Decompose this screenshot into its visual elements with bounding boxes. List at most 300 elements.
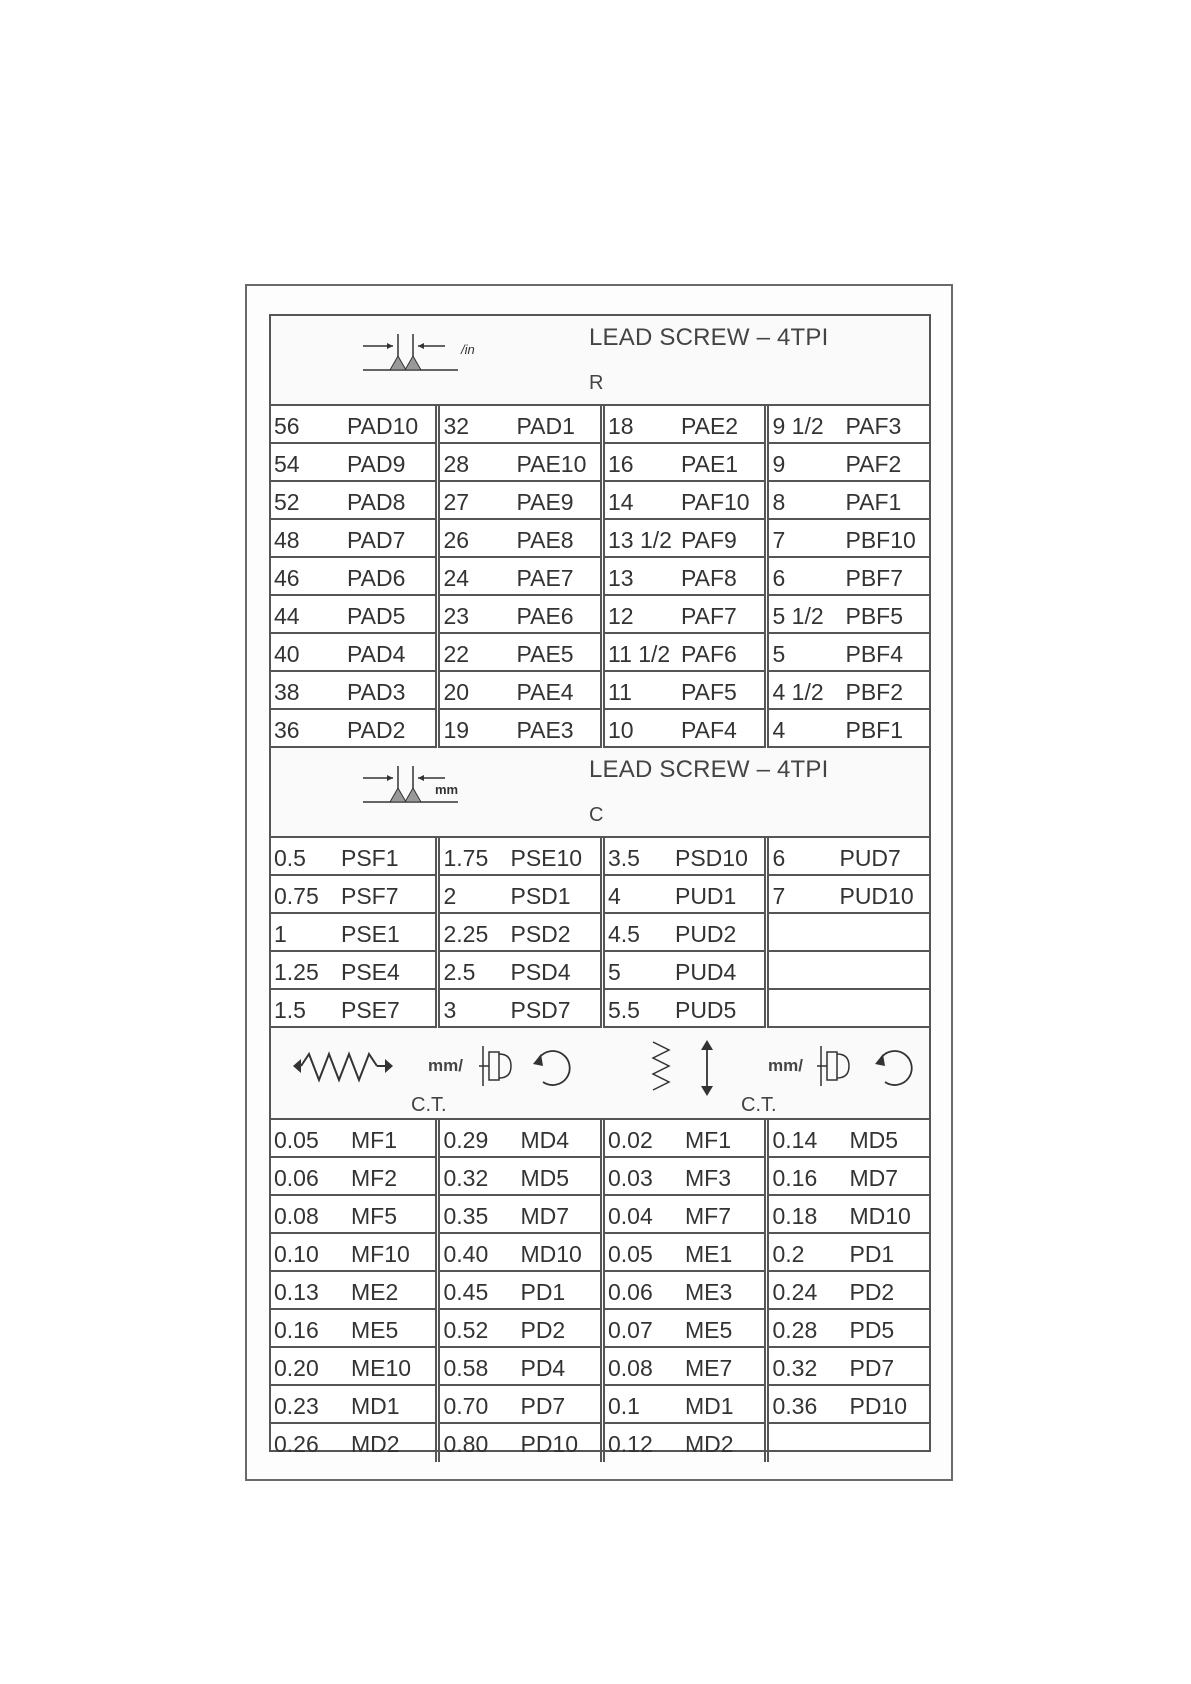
section-r-col-3 (600, 406, 765, 748)
table-cell (271, 876, 435, 914)
cell-code: PUD2 (674, 921, 737, 947)
section-feed-grid (271, 1120, 929, 1462)
table-cell (271, 520, 435, 558)
section-r-col-4 (764, 406, 929, 748)
table-cell (271, 1272, 435, 1310)
cell-code: PAF3 (845, 413, 902, 439)
table-cell (605, 634, 765, 672)
cell-value: 0.24 (772, 1279, 818, 1305)
table-cell (605, 1196, 765, 1234)
cell-code: PAD7 (347, 527, 406, 553)
cell-value: 0.16 (772, 1165, 818, 1191)
table-cell (605, 444, 765, 482)
table-cell (271, 596, 435, 634)
cell-code: PAD1 (516, 413, 575, 439)
cell-value: 27 (443, 489, 470, 515)
cell-value: 1 (274, 921, 287, 947)
table-cell (271, 1310, 435, 1348)
cell-value: 3 (443, 997, 457, 1023)
cell-code: PSD2 (510, 921, 571, 947)
cell-code: PSE10 (510, 845, 583, 871)
table-cell (440, 482, 600, 520)
section-r-col-2 (435, 406, 600, 748)
cell-code: PAF4 (680, 717, 737, 743)
table-cell (605, 710, 765, 748)
cell-code: MD7 (849, 1165, 899, 1191)
cell-value: 1.25 (274, 959, 319, 985)
table-cell (769, 1234, 929, 1272)
cell-value: 0.08 (607, 1355, 653, 1381)
rotation-icon (529, 1044, 575, 1090)
cell-value: 0.80 (443, 1431, 489, 1457)
cell-code: MF1 (684, 1127, 731, 1153)
table-cell (605, 990, 765, 1028)
cell-value: 1.5 (274, 997, 306, 1023)
cell-value: 0.12 (607, 1431, 653, 1457)
cell-code: ME2 (351, 1279, 399, 1305)
cell-code: PD10 (849, 1393, 908, 1419)
cell-code: MD5 (520, 1165, 570, 1191)
table-cell (605, 1234, 765, 1272)
section-c-col-2 (435, 838, 600, 1028)
cell-code: PSD10 (674, 845, 748, 871)
cell-code: MD1 (351, 1393, 400, 1419)
cell-value: 0.36 (772, 1393, 818, 1419)
table-cell (605, 914, 765, 952)
cell-code: PAF7 (680, 603, 737, 629)
cell-value: 32 (443, 413, 470, 439)
cell-code: PBF2 (845, 679, 904, 705)
cell-code: MD2 (684, 1431, 734, 1457)
cell-value: 0.23 (274, 1393, 319, 1419)
table-cell (769, 1120, 929, 1158)
cell-value: 24 (443, 565, 470, 591)
cell-value: 3.5 (607, 845, 640, 871)
cell-code: PUD10 (839, 883, 914, 909)
cell-code: PBF5 (845, 603, 904, 629)
cell-code: PSF1 (341, 845, 399, 871)
table-cell (605, 952, 765, 990)
cell-value: 0.29 (443, 1127, 489, 1153)
cell-value: 0.05 (607, 1241, 653, 1267)
cell-code: PSD7 (510, 997, 571, 1023)
table-cell (769, 838, 929, 876)
table-cell (769, 1424, 929, 1462)
table-cell (605, 1386, 765, 1424)
table-cell (440, 1234, 600, 1272)
left-feed-unit: mm/ (428, 1056, 463, 1075)
section-r-header (271, 316, 929, 406)
cell-code: PD1 (520, 1279, 566, 1305)
table-cell (440, 876, 600, 914)
cell-value: 4.5 (607, 921, 640, 947)
table-cell (271, 1348, 435, 1386)
cell-code: PD5 (849, 1317, 895, 1343)
right-ct-label: C.T. (741, 1094, 777, 1116)
cell-code: MF1 (351, 1127, 397, 1153)
cell-code: PAE8 (516, 527, 574, 553)
table-cell (440, 444, 600, 482)
cell-code: ME3 (684, 1279, 733, 1305)
cell-value: 0.58 (443, 1355, 489, 1381)
cell-code: PAD10 (347, 413, 419, 439)
table-cell (271, 406, 435, 444)
cell-code: MF5 (351, 1203, 397, 1229)
table-cell (769, 876, 929, 914)
cell-code: PUD7 (839, 845, 901, 871)
cell-value: 0.2 (772, 1241, 805, 1267)
table-cell (769, 406, 929, 444)
cell-code: MF10 (351, 1241, 410, 1267)
table-cell (440, 406, 600, 444)
table-cell (605, 1158, 765, 1196)
table-cell (769, 672, 929, 710)
cell-code: PAE5 (516, 641, 574, 667)
table-cell (440, 914, 600, 952)
cell-code: PAF1 (845, 489, 902, 515)
section-c-title: LEAD SCREW – 4TPI (589, 756, 829, 783)
cell-code: ME5 (351, 1317, 399, 1343)
cell-code: PD7 (849, 1355, 895, 1381)
table-cell (271, 634, 435, 672)
table-cell (605, 1272, 765, 1310)
cell-value: 4 (607, 883, 621, 909)
section-feed-header (271, 1028, 929, 1120)
rotation-icon (871, 1044, 917, 1090)
cell-value: 0.03 (607, 1165, 653, 1191)
cell-value: 5 (772, 641, 786, 667)
left-ct-label: C.T. (411, 1094, 447, 1116)
table-cell (605, 596, 765, 634)
table-cell (440, 1272, 600, 1310)
cell-value: 5.5 (607, 997, 640, 1023)
table-cell (605, 558, 765, 596)
cell-value: 0.1 (607, 1393, 640, 1419)
cell-code: MD5 (849, 1127, 899, 1153)
cell-value: 1.75 (443, 845, 489, 871)
cell-value: 52 (274, 489, 300, 515)
cell-value: 0.07 (607, 1317, 653, 1343)
cell-code: PAD9 (347, 451, 406, 477)
table-cell (271, 1158, 435, 1196)
table-cell (605, 876, 765, 914)
right-feed-unit: mm/ (768, 1056, 803, 1075)
table-cell (605, 520, 765, 558)
cell-value: 0.32 (772, 1355, 818, 1381)
cell-code: PD1 (849, 1241, 895, 1267)
cell-code: PAF10 (680, 489, 750, 515)
tool-holder-icon (479, 1044, 519, 1088)
cell-value: 28 (443, 451, 470, 477)
cell-code: PUD5 (674, 997, 737, 1023)
cell-value: 10 (607, 717, 634, 743)
cell-value: 20 (443, 679, 470, 705)
cell-value: 0.52 (443, 1317, 489, 1343)
thread-pitch-mm-icon (363, 758, 483, 818)
cell-value: 36 (274, 717, 300, 743)
cell-code: MF3 (684, 1165, 731, 1191)
table-cell (271, 482, 435, 520)
table-cell (440, 520, 600, 558)
cell-code: MF2 (351, 1165, 397, 1191)
cell-code: PAD5 (347, 603, 406, 629)
table-cell (271, 1424, 435, 1462)
cell-value: 9 1/2 (772, 413, 824, 439)
cell-value: 0.16 (274, 1317, 319, 1343)
table-cell (440, 1310, 600, 1348)
table-cell (271, 1196, 435, 1234)
table-cell (440, 1120, 600, 1158)
cell-value: 4 (772, 717, 786, 743)
cell-value: 11 1/2 (607, 641, 671, 667)
cell-code: MD7 (520, 1203, 570, 1229)
table-cell (440, 596, 600, 634)
table-cell (440, 1386, 600, 1424)
table-cell (440, 990, 600, 1028)
cell-code: MD10 (849, 1203, 911, 1229)
cell-code: PAE3 (516, 717, 574, 743)
cell-value: 13 1/2 (607, 527, 672, 553)
cell-value: 0.14 (772, 1127, 818, 1153)
cell-value: 19 (443, 717, 470, 743)
section-r-col-1 (271, 406, 435, 748)
cell-value: 0.70 (443, 1393, 489, 1419)
cell-value: 0.06 (607, 1279, 653, 1305)
table-cell (605, 1424, 765, 1462)
section-c-col-1 (271, 838, 435, 1028)
cell-code: ME5 (684, 1317, 733, 1343)
cell-value: 54 (274, 451, 300, 477)
table-cell (605, 406, 765, 444)
cell-code: PAF2 (845, 451, 902, 477)
cell-value: 18 (607, 413, 634, 439)
cell-code: PSD1 (510, 883, 571, 909)
section-r-title: LEAD SCREW – 4TPI (589, 324, 829, 351)
table-cell (440, 1196, 600, 1234)
cell-value: 0.05 (274, 1127, 319, 1153)
table-cell (769, 520, 929, 558)
cell-code: PAD2 (347, 717, 406, 743)
cell-code: ME7 (684, 1355, 733, 1381)
cell-code: PUD1 (674, 883, 737, 909)
table-cell (440, 838, 600, 876)
cross-feed-icon (651, 1040, 731, 1096)
cell-value: 0.32 (443, 1165, 489, 1191)
cell-code: MF7 (684, 1203, 731, 1229)
cell-value: 16 (607, 451, 634, 477)
table-cell (769, 1348, 929, 1386)
cell-code: ME1 (684, 1241, 733, 1267)
table-cell (769, 1158, 929, 1196)
table-cell (440, 710, 600, 748)
table-cell (271, 444, 435, 482)
table-cell (271, 952, 435, 990)
cell-value: 0.10 (274, 1241, 319, 1267)
section-r-label: R (589, 372, 604, 394)
table-cell (271, 1120, 435, 1158)
cell-value: 0.45 (443, 1279, 489, 1305)
cell-code: PD2 (520, 1317, 566, 1343)
cell-value: 12 (607, 603, 634, 629)
cell-value: 0.35 (443, 1203, 489, 1229)
cell-value: 5 (607, 959, 621, 985)
table-cell (440, 558, 600, 596)
cell-value: 9 (772, 451, 786, 477)
table-cell (769, 1196, 929, 1234)
cell-value: 48 (274, 527, 300, 553)
table-cell (271, 990, 435, 1028)
table-cell (769, 1272, 929, 1310)
cell-value: 22 (443, 641, 470, 667)
cell-code: PSE7 (341, 997, 400, 1023)
table-cell (769, 558, 929, 596)
table-cell (769, 482, 929, 520)
cell-value: 0.18 (772, 1203, 818, 1229)
cell-code: MD10 (520, 1241, 582, 1267)
section-r-grid (271, 406, 929, 748)
svg-text:mm: mm (435, 782, 459, 797)
thread-pitch-inch-icon (363, 326, 483, 386)
table-cell (769, 990, 929, 1028)
cell-value: 0.40 (443, 1241, 489, 1267)
table-cell (440, 1348, 600, 1386)
section-c-col-3 (600, 838, 765, 1028)
cell-code: PD4 (520, 1355, 566, 1381)
cell-value: 44 (274, 603, 300, 629)
table-cell (271, 1234, 435, 1272)
cell-value: 6 (772, 845, 786, 871)
cell-code: PSD4 (510, 959, 571, 985)
cell-value: 7 (772, 883, 786, 909)
cell-value: 7 (772, 527, 786, 553)
cell-value: 0.02 (607, 1127, 653, 1153)
cell-code: PUD4 (674, 959, 737, 985)
cell-code: PD10 (520, 1431, 579, 1457)
cell-code: PAD8 (347, 489, 406, 515)
cell-value: 0.20 (274, 1355, 319, 1381)
table-cell (769, 634, 929, 672)
longitudinal-feed-icon (293, 1046, 393, 1086)
table-cell (769, 914, 929, 952)
cell-code: MD4 (520, 1127, 570, 1153)
table-cell (271, 672, 435, 710)
table-cell (271, 1386, 435, 1424)
section-c-label: C (589, 804, 604, 826)
cell-code: MD1 (684, 1393, 734, 1419)
cell-value: 2 (443, 883, 457, 909)
cell-value: 38 (274, 679, 300, 705)
feed-thread-table (269, 314, 931, 1457)
cell-value: 14 (607, 489, 634, 515)
table-cell (605, 672, 765, 710)
table-cell (605, 482, 765, 520)
table-cell (769, 596, 929, 634)
table-cell (769, 1386, 929, 1424)
cell-value: 11 (607, 679, 632, 705)
section-feed-col-3 (600, 1120, 765, 1462)
cell-code: PAF6 (680, 641, 737, 667)
cell-code: MD2 (351, 1431, 400, 1457)
table-cell (440, 952, 600, 990)
cell-code: ME10 (351, 1355, 412, 1381)
cell-value: 13 (607, 565, 634, 591)
cell-code: PSE1 (341, 921, 400, 947)
cell-code: PD2 (849, 1279, 895, 1305)
cell-value: 0.04 (607, 1203, 653, 1229)
table-cell (769, 952, 929, 990)
section-feed-col-1 (271, 1120, 435, 1462)
section-c-grid (271, 838, 929, 1028)
cell-code: PAE4 (516, 679, 574, 705)
cell-code: PBF10 (845, 527, 916, 553)
cell-value: 56 (274, 413, 300, 439)
section-c-header (271, 748, 929, 838)
table-cell (769, 710, 929, 748)
cell-value: 0.75 (274, 883, 319, 909)
svg-text:/in: /in (461, 342, 475, 357)
cell-code: PAD3 (347, 679, 406, 705)
cell-code: PBF7 (845, 565, 904, 591)
cell-code: PBF1 (845, 717, 904, 743)
cell-value: 6 (772, 565, 786, 591)
table-cell (271, 558, 435, 596)
cell-code: PAE1 (680, 451, 739, 477)
table-cell (440, 672, 600, 710)
cell-value: 4 1/2 (772, 679, 824, 705)
table-cell (271, 710, 435, 748)
cell-value: 0.28 (772, 1317, 818, 1343)
cell-value: 0.08 (274, 1203, 319, 1229)
table-cell (605, 1120, 765, 1158)
cell-code: PD7 (520, 1393, 566, 1419)
cell-code: PAE2 (680, 413, 739, 439)
cell-code: PAD4 (347, 641, 406, 667)
cell-code: PAF9 (680, 527, 737, 553)
cell-value: 0.06 (274, 1165, 319, 1191)
cell-code: PAE7 (516, 565, 574, 591)
cell-value: 46 (274, 565, 300, 591)
cell-value: 23 (443, 603, 470, 629)
cell-code: PAE6 (516, 603, 574, 629)
cell-value: 26 (443, 527, 470, 553)
table-cell (440, 634, 600, 672)
table-cell (769, 444, 929, 482)
table-cell (440, 1158, 600, 1196)
cell-value: 2.25 (443, 921, 489, 947)
section-c-col-4 (764, 838, 929, 1028)
table-cell (605, 838, 765, 876)
cell-value: 0.26 (274, 1431, 319, 1457)
section-feed-col-2 (435, 1120, 600, 1462)
cell-code: PAF8 (680, 565, 737, 591)
cell-value: 0.5 (274, 845, 306, 871)
cell-value: 8 (772, 489, 786, 515)
cell-code: PAE9 (516, 489, 574, 515)
table-cell (271, 838, 435, 876)
table-cell (605, 1310, 765, 1348)
table-cell (440, 1424, 600, 1462)
cell-value: 5 1/2 (772, 603, 824, 629)
cell-value: 40 (274, 641, 300, 667)
cell-value: 2.5 (443, 959, 476, 985)
cell-code: PAF5 (680, 679, 737, 705)
cell-code: PAD6 (347, 565, 406, 591)
cell-code: PSF7 (341, 883, 399, 909)
section-feed-col-4 (764, 1120, 929, 1462)
cell-code: PBF4 (845, 641, 904, 667)
tool-holder-icon (817, 1044, 857, 1088)
table-cell (769, 1310, 929, 1348)
